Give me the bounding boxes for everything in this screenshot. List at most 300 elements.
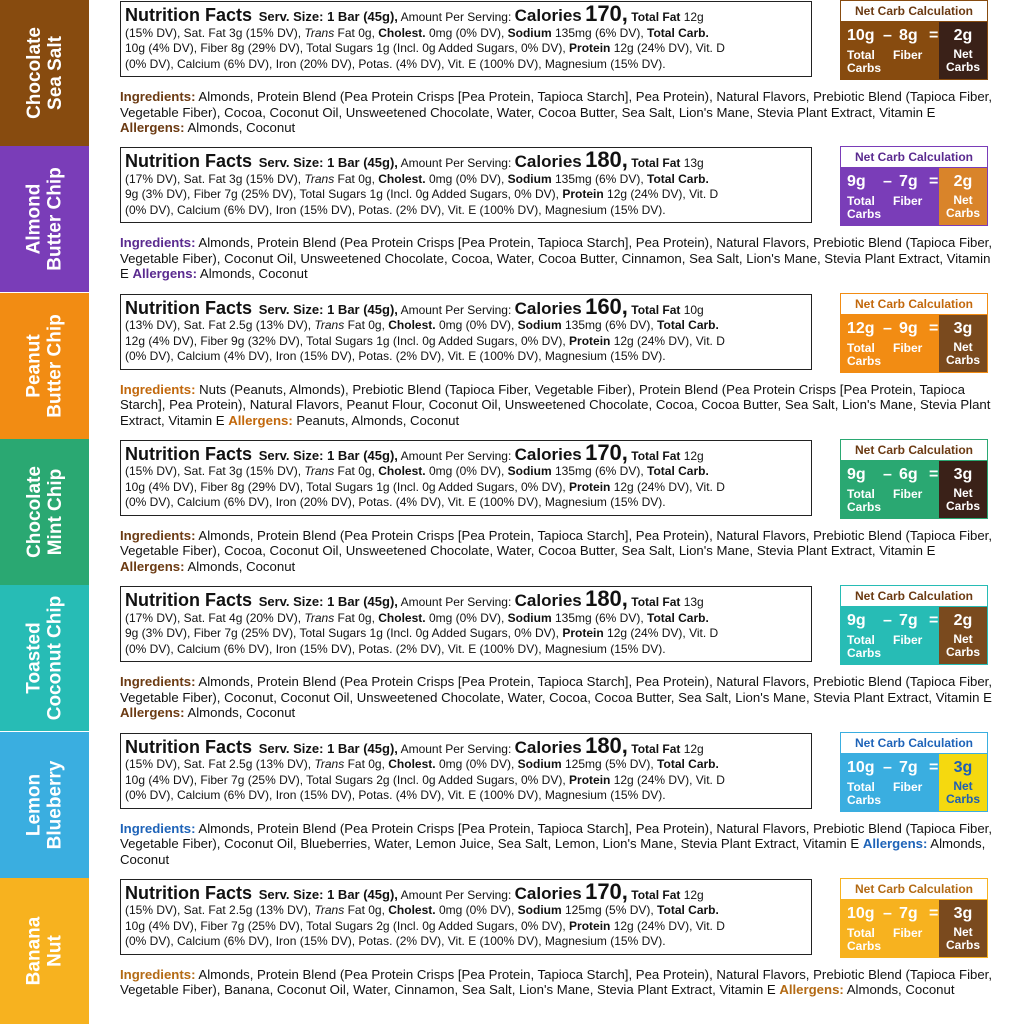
nf-serving-size: Serv. Size: 1 Bar (45g),	[258, 740, 398, 756]
nf-total-fat-label: Total Fat	[631, 448, 681, 463]
nf-sodium-value: 135mg (6% DV),	[554, 25, 644, 40]
net-carbs-label: Net Carbs	[945, 632, 980, 660]
total-carbs-value: 10g	[847, 27, 875, 44]
total-carbs-value: 10g	[847, 758, 875, 776]
nf-line-4: (0% DV), Calcium (6% DV), Iron (15% DV), Potas. (2% DV), Vit. E (100% DV), Magnesium (15% DV).	[125, 934, 666, 949]
nf-line-4: (0% DV), Calcium (6% DV), Iron (20% DV), Potas. (4% DV), Vit. E (100% DV), Magnesium (15% DV).	[125, 495, 666, 510]
nf-sodium-label: Sodium	[517, 318, 562, 333]
nf-cholesterol-label: Cholest.	[378, 610, 426, 625]
ingredients-label: Ingredients:	[120, 381, 196, 397]
nf-line-2	[125, 757, 807, 773]
net-carbs-value: 3g	[953, 319, 973, 337]
nf-line-2	[125, 172, 807, 188]
flavor-name-line-2: Blueberry	[44, 760, 66, 849]
nf-line-1	[125, 1, 807, 26]
allergens-label: Allergens:	[120, 705, 185, 721]
equals-sign: =	[929, 465, 939, 483]
nf-sodium-label: Sodium	[517, 903, 562, 918]
nf-line-3	[125, 480, 807, 496]
allergens-list: Almonds, Coconut	[187, 120, 296, 135]
net-carb-title: Net Carb Calculation	[841, 586, 987, 607]
total-carbs-label: Total Carbs	[847, 340, 882, 368]
total-carbs-label: Total Carbs	[847, 486, 882, 514]
nf-carb-label: Total Carb.	[657, 903, 719, 918]
nf-sodium-label: Sodium	[507, 25, 552, 40]
nf-sodium-label: Sodium	[507, 171, 552, 186]
nf-carb-detail: 10g (4% DV), Fiber 7g (25% DV), Total Sugars 2g (Incl. 0g Added Sugars, 0% DV),	[125, 772, 566, 787]
ingredients-label: Ingredients:	[120, 674, 196, 690]
ingredients-text	[120, 674, 1000, 721]
nf-fat-detail: (15% DV), Sat. Fat 2.5g (13% DV),	[125, 903, 312, 918]
nf-fat-detail: (13% DV), Sat. Fat 2.5g (13% DV),	[125, 318, 312, 333]
nf-title: Nutrition Facts	[125, 151, 253, 172]
equals-sign: =	[929, 27, 939, 44]
nf-carb-label: Total Carb.	[657, 757, 719, 771]
nf-sodium-value: 135mg (6% DV),	[554, 464, 644, 479]
total-carbs-value: 12g	[847, 319, 875, 337]
net-carb-calculation-box	[840, 732, 988, 812]
nf-carb-label: Total Carb.	[647, 464, 709, 479]
ingredients-list: Almonds, Protein Blend (Pea Protein Crisps [Pea Protein, Tapioca Starch], Pea Protein), Natural Flavors, Prebiotic Blend (Tapioca Fiber, Vegetable Fiber), Banana, Coconut Oil, Water, Cinnamon, Sea Salt, Lion's Mane, Stevia Plant Extract, Vitamin E	[120, 966, 992, 998]
nf-line-2	[125, 464, 807, 480]
nf-amount-label: Amount Per Serving:	[400, 156, 512, 171]
fiber-label: Fiber	[893, 194, 923, 209]
nf-title: Nutrition Facts	[125, 443, 253, 464]
nf-line-2	[125, 611, 807, 627]
nf-trans-value: Fat 0g,	[337, 610, 375, 625]
nf-serving-size: Serv. Size: 1 Bar (45g),	[258, 155, 398, 171]
nf-calories-label: Calories	[514, 6, 582, 25]
net-carb-title: Net Carb Calculation	[841, 440, 987, 461]
fiber-value: 9g	[899, 319, 918, 337]
flavor-name-line-2: Butter Chip	[44, 313, 66, 418]
nutrition-facts-box	[120, 440, 812, 516]
nf-protein-label: Protein	[569, 918, 611, 933]
net-carb-title: Net Carb Calculation	[841, 879, 987, 900]
flavor-name	[24, 596, 66, 721]
flavor-name	[24, 27, 66, 119]
flavor-name-line-2: Coconut Chip	[44, 595, 66, 721]
nf-line-1	[125, 147, 807, 173]
nf-trans-value: Fat 0g,	[337, 25, 375, 40]
net-carbs-value: 3g	[953, 465, 973, 483]
nf-title: Nutrition Facts	[125, 5, 253, 25]
nf-total-fat-label: Total Fat	[631, 887, 681, 902]
nf-cholesterol-value: 0mg (0% DV),	[428, 464, 505, 479]
nf-protein-label: Protein	[569, 772, 611, 787]
total-carbs-value: 9g	[847, 173, 866, 191]
minus-sign: –	[883, 465, 892, 483]
nf-carb-detail: 10g (4% DV), Fiber 8g (29% DV), Total Sugars 1g (Incl. 0g Added Sugars, 0% DV),	[125, 41, 566, 55]
nf-sodium-label: Sodium	[507, 464, 552, 479]
nf-trans-value: Fat 0g,	[347, 757, 385, 771]
net-carb-result	[939, 461, 987, 518]
nf-trans-value: Fat 0g,	[337, 171, 375, 186]
nf-calories-value: 170,	[585, 1, 628, 26]
fiber-value: 8g	[899, 27, 918, 44]
flavor-name-line-1: Almond	[23, 183, 45, 255]
nf-protein-value: 12g (24% DV), Vit. D	[613, 918, 725, 933]
flavor-name-line-1: Lemon	[23, 773, 45, 836]
ingredients-list: Almonds, Protein Blend (Pea Protein Crisps [Pea Protein, Tapioca Starch], Pea Protein), Natural Flavors, Prebiotic Blend (Tapioca Fiber, Vegetable Fiber), Cocoa, Coconut Oil, Unsweetened Chocolate, Water, Cocoa Butter, Sea Salt, Lion's Mane, Stevia Plant Extract, Vitamin E	[120, 527, 992, 559]
net-carb-result	[939, 900, 987, 957]
total-carbs-label: Total Carbs	[847, 48, 882, 75]
flavor-row	[0, 0, 1024, 146]
nf-amount-label: Amount Per Serving:	[400, 741, 512, 756]
net-carbs-value: 2g	[953, 173, 973, 191]
net-carbs-value: 2g	[953, 27, 973, 44]
allergens-label: Allergens:	[120, 558, 185, 574]
net-carb-calc-left	[841, 754, 939, 811]
nf-carb-detail: 9g (3% DV), Fiber 7g (25% DV), Total Sugars 1g (Incl. 0g Added Sugars, 0% DV),	[125, 187, 559, 202]
ingredients-list: Nuts (Peanuts, Almonds), Prebiotic Blend (Tapioca Fiber, Vegetable Fiber), Protein Blend (Pea Protein Crisps [Pea Protein, Tapioca Starch], Pea Protein), Natural Flavors, Peanut Flour, Coconut Oil, Unsweetened Chocolate, Cocoa, Cocoa Butter, Sea Salt, Lion's Mane, Stevia Plant Extract, Vitamin E	[120, 381, 991, 428]
nf-title: Nutrition Facts	[125, 297, 253, 318]
nf-sodium-label: Sodium	[507, 610, 552, 625]
nf-fat-detail: (15% DV), Sat. Fat 2.5g (13% DV),	[125, 757, 312, 771]
equals-sign: =	[929, 319, 939, 337]
nf-total-fat-value: 13g	[683, 595, 704, 610]
net-carb-calculation-box	[840, 0, 988, 80]
nf-protein-label: Protein	[562, 626, 604, 641]
nf-line-3	[125, 334, 807, 350]
flavor-row	[0, 439, 1024, 585]
nf-amount-label: Amount Per Serving:	[400, 887, 512, 902]
nf-trans-label: Trans	[314, 757, 345, 771]
net-carb-title: Net Carb Calculation	[841, 147, 987, 168]
ingredients-text	[120, 382, 1000, 429]
fiber-label: Fiber	[893, 486, 923, 501]
net-carb-calc-left	[841, 168, 939, 225]
nutrition-facts-box	[120, 1, 812, 77]
nf-cholesterol-label: Cholest.	[388, 318, 436, 333]
equals-sign: =	[929, 612, 939, 630]
nf-line-4: (0% DV), Calcium (6% DV), Iron (15% DV), Potas. (4% DV), Vit. E (100% DV), Magnesium (15% DV).	[125, 788, 666, 802]
nf-fat-detail: (17% DV), Sat. Fat 4g (20% DV),	[125, 610, 302, 625]
ingredients-text	[120, 528, 1000, 575]
nf-total-fat-label: Total Fat	[631, 595, 681, 610]
nf-calories-label: Calories	[514, 298, 582, 318]
nf-total-fat-label: Total Fat	[631, 302, 681, 317]
nf-total-fat-value: 13g	[683, 156, 704, 171]
nf-total-fat-value: 12g	[683, 448, 704, 463]
nutrition-facts-box	[120, 294, 812, 370]
nf-carb-detail: 10g (4% DV), Fiber 8g (29% DV), Total Sugars 1g (Incl. 0g Added Sugars, 0% DV),	[125, 479, 566, 494]
nf-calories-label: Calories	[514, 152, 582, 172]
total-carbs-label: Total Carbs	[847, 194, 882, 222]
minus-sign: –	[883, 319, 892, 337]
allergens-label: Allergens:	[862, 836, 928, 851]
fiber-label: Fiber	[893, 633, 923, 648]
flavor-row	[0, 146, 1024, 292]
nutrition-facts-box	[120, 879, 812, 955]
allergens-label: Allergens:	[132, 266, 197, 282]
nf-carb-detail: 12g (4% DV), Fiber 9g (32% DV), Total Sugars 1g (Incl. 0g Added Sugars, 0% DV),	[125, 333, 566, 348]
nf-line-2	[125, 318, 807, 334]
total-carbs-label: Total Carbs	[847, 633, 882, 661]
nf-protein-label: Protein	[569, 41, 611, 55]
nf-line-1	[125, 878, 807, 904]
nf-protein-value: 12g (24% DV), Vit. D	[607, 187, 719, 202]
nf-trans-label: Trans	[304, 25, 335, 40]
nf-carb-detail: 10g (4% DV), Fiber 7g (25% DV), Total Sugars 2g (Incl. 0g Added Sugars, 0% DV),	[125, 918, 566, 933]
nf-line-4: (0% DV), Calcium (4% DV), Iron (15% DV), Potas. (2% DV), Vit. E (100% DV), Magnesium (15% DV).	[125, 349, 666, 364]
nf-total-fat-value: 12g	[683, 741, 704, 756]
nf-carb-label: Total Carb.	[647, 25, 709, 40]
flavor-tab	[0, 439, 89, 585]
flavor-row	[0, 585, 1024, 731]
nf-amount-label: Amount Per Serving:	[400, 302, 512, 317]
nutrition-facts-box	[120, 733, 812, 809]
nf-protein-value: 12g (24% DV), Vit. D	[613, 479, 725, 494]
nf-carb-detail: 9g (3% DV), Fiber 7g (25% DV), Total Sugars 1g (Incl. 0g Added Sugars, 0% DV),	[125, 626, 559, 641]
nf-sodium-label: Sodium	[517, 757, 562, 771]
nf-serving-size: Serv. Size: 1 Bar (45g),	[258, 9, 398, 24]
fiber-value: 6g	[899, 465, 918, 483]
nf-protein-value: 12g (24% DV), Vit. D	[613, 41, 725, 55]
allergens-label: Allergens:	[228, 412, 293, 428]
nf-carb-label: Total Carb.	[657, 318, 719, 333]
total-carbs-label: Total Carbs	[847, 925, 882, 953]
nf-calories-label: Calories	[514, 883, 582, 903]
nf-serving-size: Serv. Size: 1 Bar (45g),	[258, 447, 398, 463]
nf-fat-detail: (15% DV), Sat. Fat 3g (15% DV),	[125, 464, 302, 479]
nf-calories-label: Calories	[514, 737, 582, 757]
flavor-name-line-1: Toasted	[23, 622, 45, 694]
nf-protein-value: 12g (24% DV), Vit. D	[613, 333, 725, 348]
nf-total-fat-value: 12g	[683, 887, 704, 902]
flavor-tab	[0, 146, 89, 292]
nf-sodium-value: 125mg (5% DV),	[565, 903, 654, 918]
ingredients-label: Ingredients:	[120, 89, 196, 104]
nf-line-3	[125, 773, 807, 789]
ingredients-text	[120, 235, 1000, 282]
allergens-list: Almonds, Coconut	[120, 836, 986, 867]
nf-trans-label: Trans	[314, 903, 345, 918]
nf-line-4: (0% DV), Calcium (6% DV), Iron (15% DV), Potas. (2% DV), Vit. E (100% DV), Magnesium (15% DV).	[125, 202, 666, 217]
net-carb-result	[939, 168, 987, 225]
nf-title: Nutrition Facts	[125, 882, 253, 903]
fiber-value: 7g	[899, 612, 918, 630]
nf-protein-value: 12g (24% DV), Vit. D	[607, 626, 719, 641]
flavor-name	[23, 760, 65, 849]
flavor-name-line-1: Banana	[23, 916, 45, 986]
flavor-name-line-2: Mint Chip	[44, 468, 66, 556]
allergens-label: Allergens:	[120, 120, 185, 135]
nf-line-2	[125, 903, 807, 919]
net-carbs-label: Net Carbs	[945, 47, 980, 74]
nf-line-3	[125, 919, 807, 935]
nf-trans-value: Fat 0g,	[347, 318, 385, 333]
nf-line-3	[125, 626, 807, 642]
net-carb-result	[939, 315, 987, 372]
flavor-tab	[0, 0, 89, 146]
ingredients-label: Ingredients:	[120, 235, 196, 251]
net-carbs-label: Net Carbs	[945, 339, 980, 367]
net-carb-title: Net Carb Calculation	[841, 294, 987, 315]
net-carb-calculation-box	[840, 146, 988, 226]
net-carbs-label: Net Carbs	[945, 485, 980, 513]
flavor-tab	[0, 293, 89, 439]
nf-fat-detail: (15% DV), Sat. Fat 3g (15% DV),	[125, 25, 302, 40]
nf-amount-label: Amount Per Serving:	[400, 10, 512, 24]
nf-calories-value: 180,	[585, 147, 628, 173]
net-carb-calculation-box	[840, 293, 988, 373]
nf-title: Nutrition Facts	[125, 590, 253, 611]
net-carb-result	[939, 754, 987, 811]
fiber-value: 7g	[899, 173, 918, 191]
fiber-label: Fiber	[893, 779, 923, 794]
net-carb-calc-left	[841, 22, 939, 79]
nf-cholesterol-value: 0mg (0% DV),	[438, 903, 515, 918]
ingredients-list: Almonds, Protein Blend (Pea Protein Crisps [Pea Protein, Tapioca Starch], Pea Protein), Natural Flavors, Prebiotic Blend (Tapioca Fiber, Vegetable Fiber), Coconut Oil, Unsweetened Chocolate, Cocoa, Water, Cocoa Butter, Cinnamon, Sea Salt, Lion's Mane, Stevia Plant Extract, Vitamin E	[120, 235, 992, 282]
nf-line-1	[125, 439, 807, 465]
nf-total-fat-label: Total Fat	[631, 156, 681, 171]
nf-sodium-value: 135mg (6% DV),	[554, 610, 644, 625]
nf-total-fat-label: Total Fat	[631, 10, 681, 24]
net-carb-calc-left	[841, 315, 939, 372]
nf-cholesterol-value: 0mg (0% DV),	[438, 757, 515, 771]
nf-cholesterol-value: 0mg (0% DV),	[428, 25, 505, 40]
flavor-row	[0, 878, 1024, 1024]
allergens-list: Almonds, Coconut	[187, 705, 296, 721]
flavor-name	[24, 314, 66, 417]
nf-total-fat-value: 12g	[683, 10, 704, 24]
minus-sign: –	[883, 904, 892, 922]
minus-sign: –	[883, 612, 892, 630]
nf-calories-value: 180,	[585, 732, 628, 758]
minus-sign: –	[883, 27, 892, 44]
nf-cholesterol-label: Cholest.	[378, 464, 426, 479]
nf-line-1	[125, 732, 807, 758]
net-carb-calculation-box	[840, 878, 988, 958]
net-carbs-value: 2g	[953, 612, 973, 630]
fiber-label: Fiber	[893, 48, 923, 62]
net-carb-calc-left	[841, 461, 939, 518]
nf-trans-label: Trans	[304, 610, 335, 625]
flavor-name	[24, 168, 66, 271]
fiber-label: Fiber	[893, 925, 923, 940]
nf-line-1	[125, 586, 807, 612]
nf-line-3	[125, 41, 807, 57]
nf-cholesterol-label: Cholest.	[378, 171, 426, 186]
nf-line-1	[125, 293, 807, 319]
nf-line-3	[125, 187, 807, 203]
minus-sign: –	[883, 173, 892, 191]
nf-protein-label: Protein	[569, 479, 611, 494]
net-carbs-label: Net Carbs	[945, 924, 980, 952]
net-carb-calculation-box	[840, 439, 988, 519]
net-carbs-label: Net Carbs	[945, 193, 980, 221]
nf-cholesterol-value: 0mg (0% DV),	[438, 318, 515, 333]
nf-total-fat-label: Total Fat	[631, 741, 681, 756]
nf-sodium-value: 125mg (5% DV),	[565, 757, 654, 771]
flavor-name-line-2: Butter Chip	[44, 167, 66, 272]
nf-protein-label: Protein	[569, 333, 611, 348]
nutrition-facts-box	[120, 586, 812, 662]
net-carb-calc-left	[841, 607, 939, 664]
net-carb-calculation-box	[840, 585, 988, 665]
nf-calories-value: 170,	[585, 439, 628, 465]
ingredients-label: Ingredients:	[120, 820, 196, 836]
nf-total-fat-value: 10g	[683, 302, 704, 317]
fiber-value: 7g	[899, 904, 918, 922]
net-carb-calc-left	[841, 900, 939, 957]
flavor-name-line-1: Chocolate	[23, 27, 45, 119]
flavor-name-line-1: Chocolate	[23, 465, 45, 558]
flavor-tab	[0, 585, 89, 731]
total-carbs-value: 9g	[847, 612, 866, 630]
nf-sodium-value: 135mg (6% DV),	[554, 171, 644, 186]
nf-carb-label: Total Carb.	[647, 171, 709, 186]
nf-protein-value: 12g (24% DV), Vit. D	[613, 772, 725, 787]
allergens-list: Almonds, Coconut	[187, 558, 296, 574]
net-carbs-label: Net Carbs	[945, 778, 980, 806]
nf-trans-label: Trans	[314, 318, 345, 333]
ingredients-text	[120, 967, 1000, 998]
flavor-name	[24, 466, 66, 558]
total-carbs-value: 10g	[847, 904, 875, 922]
equals-sign: =	[929, 904, 939, 922]
nf-calories-value: 180,	[585, 586, 628, 612]
ingredients-label: Ingredients:	[120, 966, 196, 982]
flavor-name-line-1: Peanut	[23, 333, 45, 398]
allergens-label: Allergens:	[779, 982, 844, 998]
net-carb-result	[939, 607, 987, 664]
equals-sign: =	[929, 173, 939, 191]
nutrition-facts-box	[120, 147, 812, 223]
fiber-value: 7g	[899, 758, 918, 776]
fiber-label: Fiber	[893, 340, 923, 355]
nf-cholesterol-value: 0mg (0% DV),	[428, 171, 505, 186]
nf-trans-label: Trans	[304, 171, 335, 186]
flavor-tab	[0, 732, 89, 878]
nf-serving-size: Serv. Size: 1 Bar (45g),	[258, 594, 398, 610]
net-carbs-value: 3g	[953, 758, 973, 776]
nf-cholesterol-value: 0mg (0% DV),	[428, 610, 505, 625]
ingredients-text	[120, 89, 1000, 136]
nf-serving-size: Serv. Size: 1 Bar (45g),	[258, 886, 398, 902]
allergens-list: Almonds, Coconut	[199, 266, 308, 282]
ingredients-list: Almonds, Protein Blend (Pea Protein Crisps [Pea Protein, Tapioca Starch], Pea Protein), Natural Flavors, Prebiotic Blend (Tapioca Fiber, Vegetable Fiber), Coconut Oil, Blueberries, Water, Lemon Juice, Sea Salt, Lemon, Lion's Mane, Stevia Plant Extract, Vitamin E	[120, 820, 992, 851]
allergens-list: Peanuts, Almonds, Coconut	[296, 412, 460, 428]
nf-amount-label: Amount Per Serving:	[400, 448, 512, 463]
nf-sodium-value: 135mg (6% DV),	[565, 318, 654, 333]
nf-trans-value: Fat 0g,	[337, 464, 375, 479]
nf-carb-label: Total Carb.	[647, 610, 709, 625]
net-carb-title: Net Carb Calculation	[841, 1, 987, 22]
nf-cholesterol-label: Cholest.	[388, 757, 436, 771]
nf-serving-size: Serv. Size: 1 Bar (45g),	[258, 301, 398, 317]
minus-sign: –	[883, 758, 892, 776]
flavor-row	[0, 732, 1024, 878]
nf-calories-value: 160,	[585, 293, 628, 319]
flavor-name-line-2: Sea Salt	[44, 36, 66, 110]
nf-calories-value: 170,	[585, 878, 628, 904]
total-carbs-value: 9g	[847, 465, 866, 483]
nf-fat-detail: (17% DV), Sat. Fat 3g (15% DV),	[125, 171, 302, 186]
net-carb-result	[939, 22, 987, 79]
nf-calories-label: Calories	[514, 591, 582, 611]
flavor-tab	[0, 878, 89, 1024]
nf-amount-label: Amount Per Serving:	[400, 595, 512, 610]
net-carbs-value: 3g	[953, 904, 973, 922]
ingredients-list: Almonds, Protein Blend (Pea Protein Crisps [Pea Protein, Tapioca Starch], Pea Protein), Natural Flavors, Prebiotic Blend (Tapioca Fiber, Vegetable Fiber), Coconut, Coconut Oil, Unsweetened Chocolate, Water, Cocoa, Cocoa Butter, Sea Salt, Lion's Mane, Stevia Plant Extract, Vitamin E	[120, 674, 992, 705]
nf-cholesterol-label: Cholest.	[378, 25, 426, 40]
flavor-name-line-2: Nut	[44, 934, 66, 967]
flavor-row	[0, 293, 1024, 439]
nf-trans-label: Trans	[304, 464, 335, 479]
nf-cholesterol-label: Cholest.	[388, 903, 436, 918]
